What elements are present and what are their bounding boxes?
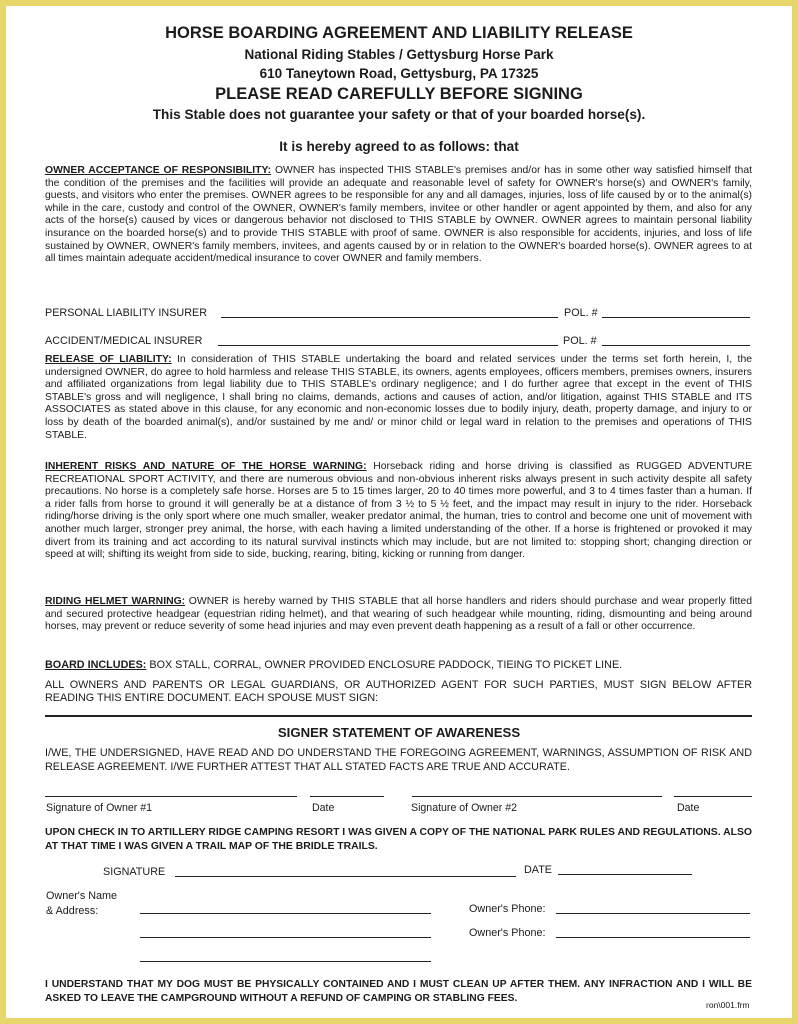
owner-acceptance-heading: OWNER ACCEPTANCE OF RESPONSIBILITY: [45,165,272,176]
accident-pol-field[interactable] [602,345,750,346]
owner2-date-field[interactable] [674,796,752,797]
owner-phone-field-2[interactable] [556,937,750,938]
owner-acceptance-text: OWNER has inspected THIS STABLE's premises and/or has in some other way satisfied himself that the condition of the premises and the facilities will provide an adequate and reasonable level of safety for OWNER's horse(s) and OWNER's family, guests, and visitors who enter the premises. OWNER agrees to be responsible for any and all damages, injuries, loss of life caused by or to the animal(s) while in the care, custody and control of the OWNER, OWNER's family members, invitee or other handler or agent appointed by them, and also for any acts of the horse(s) caused by vices or dangerous behavior not disclosed to THIS STABLE by OWNER. OWNER agrees to maintain personal liability insurance on the boarded horse(s) and to provide THIS STABLE with proof of same. OWNER is also responsible for accidents, injuries, and loss of life sustained by OWNER, OWNER's family members, invitees, and agents caused by or in relation to the OWNER's boarded horse(s). OWNER agrees to at all times maintain adequate accident/medical insurance to cover OWNER and family members. [45,165,752,265]
accident-pol-label: POL. # [563,335,597,347]
checkin-date-field[interactable] [558,874,692,875]
checkin-statement: UPON CHECK IN TO ARTILLERY RIDGE CAMPING RESORT I WAS GIVEN A COPY OF THE NATIONAL PARK RULES AND REGULATIONS. ALSO AT THAT TIME I WAS GIVEN A TRAIL MAP OF THE BRIDLE TRAILS. [45,827,752,852]
owner-phone-label-2: Owner's Phone: [469,927,546,939]
agreed-intro: It is hereby agreed to as follows: that [279,139,519,154]
signer-text: I/WE, THE UNDERSIGNED, HAVE READ AND DO UNDERSTAND THE FOREGOING AGREEMENT, WARNINGS, ASSUMPTION OF RISK AND RELEASE AGREEMENT. I/WE FURTHER ATTEST THAT ALL STATED FACTS ARE TRUE AND ACCURATE. [45,747,752,773]
accident-medical-insurer-label: ACCIDENT/MEDICAL INSURER [45,335,203,347]
owner2-signature-label: Signature of Owner #2 [411,802,517,814]
document-title: HORSE BOARDING AGREEMENT AND LIABILITY RELEASE [165,24,633,42]
inherent-risks-heading: INHERENT RISKS AND NATURE OF THE HORSE WARNING: [45,461,367,472]
personal-liability-insurer-label: PERSONAL LIABILITY INSURER [45,307,208,319]
all-owners-notice: ALL OWNERS AND PARENTS OR LEGAL GUARDIANS, OR AUTHORIZED AGENT FOR SUCH PARTIES, MUST SIGN BELOW AFTER READING THIS ENTIRE DOCUMENT. EACH SPOUSE MUST SIGN: [45,679,752,705]
owner-address-field-2[interactable] [140,961,431,962]
no-guarantee-warning: This Stable does not guarantee your safety or that of your boarded horse(s). [152,107,646,122]
signer-heading: SIGNER STATEMENT OF AWARENESS [277,725,521,740]
owner-phone-label-1: Owner's Phone: [469,903,546,915]
section-divider [45,715,752,717]
board-includes-section [45,659,752,672]
owner-acceptance-section [45,165,752,266]
dog-policy-statement: I UNDERSTAND THAT MY DOG MUST BE PHYSICALLY CONTAINED AND I MUST CLEAN UP AFTER THEM. ANY INFRACTION AND I WILL BE ASKED TO LEAVE THE CAMPGROUND WITHOUT A REFUND OF CAMPING OR STABLING FEES. [45,979,752,1004]
owner-name-field[interactable] [140,913,431,914]
helmet-heading: RIDING HELMET WARNING: [45,596,186,607]
checkin-signature-field[interactable] [175,876,516,877]
owner1-date-field[interactable] [310,796,384,797]
personal-pol-field[interactable] [602,317,750,318]
inherent-risks-text: Horseback riding and horse driving is classified as RUGGED ADVENTURE RECREATIONAL SPORT ACTIVITY, and there are numerous obvious and non-obvious inherent risks always present in such activity despite all safety precautions. No horse is a completely safe horse. Horses are 5 to 15 times larger, 20 to 40 times more powerful, and 3 to 4 times faster than a human. If a rider falls from horse to ground it will generally be at a distance of from 3 ½ to 5 ½ feet, and the impact may result in injury to the rider. Horseback riding/horse driving is the only sport where one much smaller, weaker predator animal, the human, tries to control and become one unit of movement with another much larger, stronger prey animal, the horse, with each having a limited understanding of the other. If a horse is frightened or provoked it may divert from its training and act according to its natural survival instincts which may include, but are not limited to: stopping short; changing direction or speed at will; shifting its weight from side to side, bucking, rearing, biting, kicking or running from danger. [45,461,752,561]
document-page [6,6,792,1018]
release-section [45,354,752,442]
checkin-signature-label: SIGNATURE [103,866,166,878]
board-includes-text: BOX STALL, CORRAL, OWNER PROVIDED ENCLOSURE PADDOCK, TIEING TO PICKET LINE. [146,659,623,671]
personal-liability-insurer-field[interactable] [221,317,558,318]
stable-name: National Riding Stables / Gettysburg Horse Park [244,47,554,62]
owner1-signature-field[interactable] [45,796,297,797]
release-text: In consideration of THIS STABLE undertaking the board and related services under the terms set forth herein, I, the undersigned OWNER, do agree to hold harmless and release THIS STABLE, its owners, agents employees, officers members, premises owners, insurers and affiliated organizations from legal liability due to THIS STABLE's ordinary negligence; and I do further agree that except in the event of THIS STABLE's gross and will negligence, I shall bring no claims, demands, actions and causes of action, and/or litigation, against THIS STABLE and ITS ASSOCIATES as stated above in this clause, for any economic and non-economic losses due to bodily injury, death, property damage, and injury to or loss by death of the boarded animal(s), and/or sustained by me and/ or minor child or legal ward in relation to the premises and operations of THIS STABLE. [45,354,752,441]
checkin-date-label: DATE [524,864,552,876]
helmet-text: OWNER is hereby warned by THIS STABLE that all horse handlers and riders should purchase and wear properly fitted and secured protective headgear (equestrian riding helmet), and that wearing of such headgear while mounting, riding, dismounting and being around horses, may prevent or reduce severity of some head injuries and may even prevent death happening as a result of a fall or other occurrence. [45,596,752,633]
owner2-signature-field[interactable] [412,796,662,797]
board-includes-heading: BOARD INCLUDES: [45,659,147,671]
release-heading: RELEASE OF LIABILITY: [45,354,172,365]
owner-phone-field-1[interactable] [556,913,750,914]
owner1-date-label: Date [312,802,335,814]
owner1-signature-label: Signature of Owner #1 [46,802,152,814]
owner-address-field[interactable] [140,937,431,938]
stable-address: 610 Taneytown Road, Gettysburg, PA 17325 [259,66,539,81]
owner2-date-label: Date [677,802,700,814]
owner-address-label: & Address: [46,905,99,917]
accident-medical-insurer-field[interactable] [218,345,558,346]
owner-name-label: Owner's Name [46,890,118,902]
form-code: ron\001.frm [706,1000,750,1010]
inherent-risks-section [45,461,752,562]
helmet-section [45,596,752,634]
personal-pol-label: POL. # [564,307,598,319]
read-carefully-warning: PLEASE READ CAREFULLY BEFORE SIGNING [215,85,583,103]
